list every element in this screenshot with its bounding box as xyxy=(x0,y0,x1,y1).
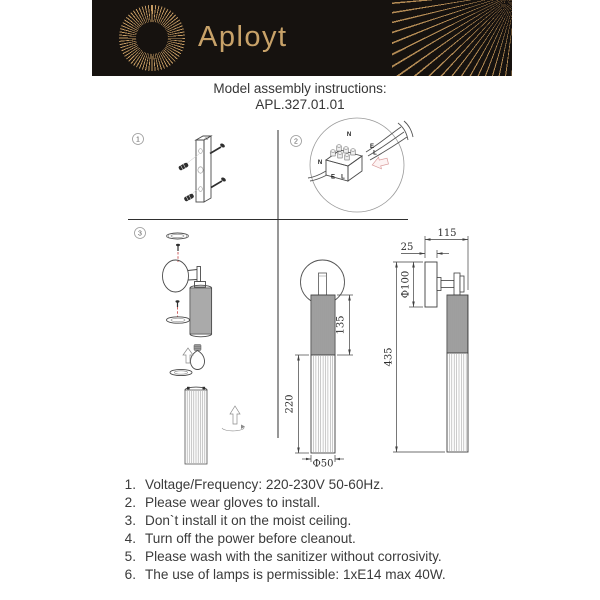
instruction-item xyxy=(116,530,590,548)
title-block xyxy=(0,81,600,113)
instruction-text: Voltage/Frequency: 220-230V 50-60Hz. xyxy=(145,477,384,492)
wall-anchor-icon xyxy=(178,162,189,171)
instruction-number: 2. xyxy=(124,494,136,510)
wire-label-l-right: L xyxy=(373,150,377,157)
step1-number: 1 xyxy=(136,136,140,144)
wire-label-n-top: N xyxy=(346,132,352,138)
instruction-text: Please wash with the sanitizer without corrosivity. xyxy=(145,548,442,564)
instruction-text: Please wear gloves to install. xyxy=(145,494,321,510)
divider-lines xyxy=(128,130,408,438)
rotate-arrow-icon xyxy=(222,427,244,431)
side-view-drawing xyxy=(384,228,469,452)
instruction-item xyxy=(116,512,590,530)
dim-upper-section: 135 xyxy=(335,315,347,335)
instruction-item xyxy=(116,548,590,566)
dim-top-width: 115 xyxy=(437,228,457,239)
front-view-drawing xyxy=(285,260,354,470)
assembly-drawing xyxy=(0,114,600,476)
wire-label-e-right: E xyxy=(369,144,375,150)
page-title: Model assembly instructions: xyxy=(213,81,387,96)
instruction-number: 5. xyxy=(124,548,136,564)
wire-label-e-bottom: E xyxy=(330,174,336,181)
step2-drawing xyxy=(308,118,413,212)
wall-anchor-icon xyxy=(184,193,195,202)
terminal-screws xyxy=(331,145,355,160)
screw-icon xyxy=(211,177,227,188)
instruction-item xyxy=(116,476,590,494)
brand-name: Aployt xyxy=(198,21,288,53)
corner-rays-icon xyxy=(392,0,512,76)
dim-tube-diameter: Ф50 xyxy=(312,458,334,470)
wire-label-l-bottom: L xyxy=(341,174,345,181)
step1-drawing xyxy=(178,136,227,202)
instruction-number: 1. xyxy=(124,477,136,492)
dim-plate-diameter: Ф100 xyxy=(400,270,412,299)
screw-icon xyxy=(210,143,226,154)
instruction-text: The use of lamps is permissible: 1xE14 max 40W. xyxy=(145,566,446,582)
brand-header xyxy=(92,0,512,76)
instructions-list xyxy=(116,476,590,583)
slide-up-arrow-icon xyxy=(230,406,240,424)
instruction-number: 3. xyxy=(124,512,136,528)
instruction-number: 6. xyxy=(124,566,136,582)
sunburst-logo-icon xyxy=(119,5,185,71)
step3-drawing xyxy=(163,233,246,464)
dim-total-height: 435 xyxy=(383,347,395,367)
instruction-number: 4. xyxy=(124,530,136,546)
insert-arrow-icon xyxy=(183,348,193,363)
model-number: APL.327.01.01 xyxy=(255,97,345,112)
wire-label-n-left: N xyxy=(317,160,323,166)
instruction-item xyxy=(116,494,590,512)
instruction-item xyxy=(116,566,590,584)
instruction-text: Don`t install it on the moist ceiling. xyxy=(145,512,352,528)
step3-number: 3 xyxy=(138,230,142,238)
step2-number: 2 xyxy=(294,138,298,146)
dim-plate-depth: 25 xyxy=(400,242,414,253)
instruction-text: Turn off the power before cleanout. xyxy=(145,530,356,546)
bulb-icon xyxy=(191,345,205,370)
dim-lower-section: 220 xyxy=(284,394,296,414)
